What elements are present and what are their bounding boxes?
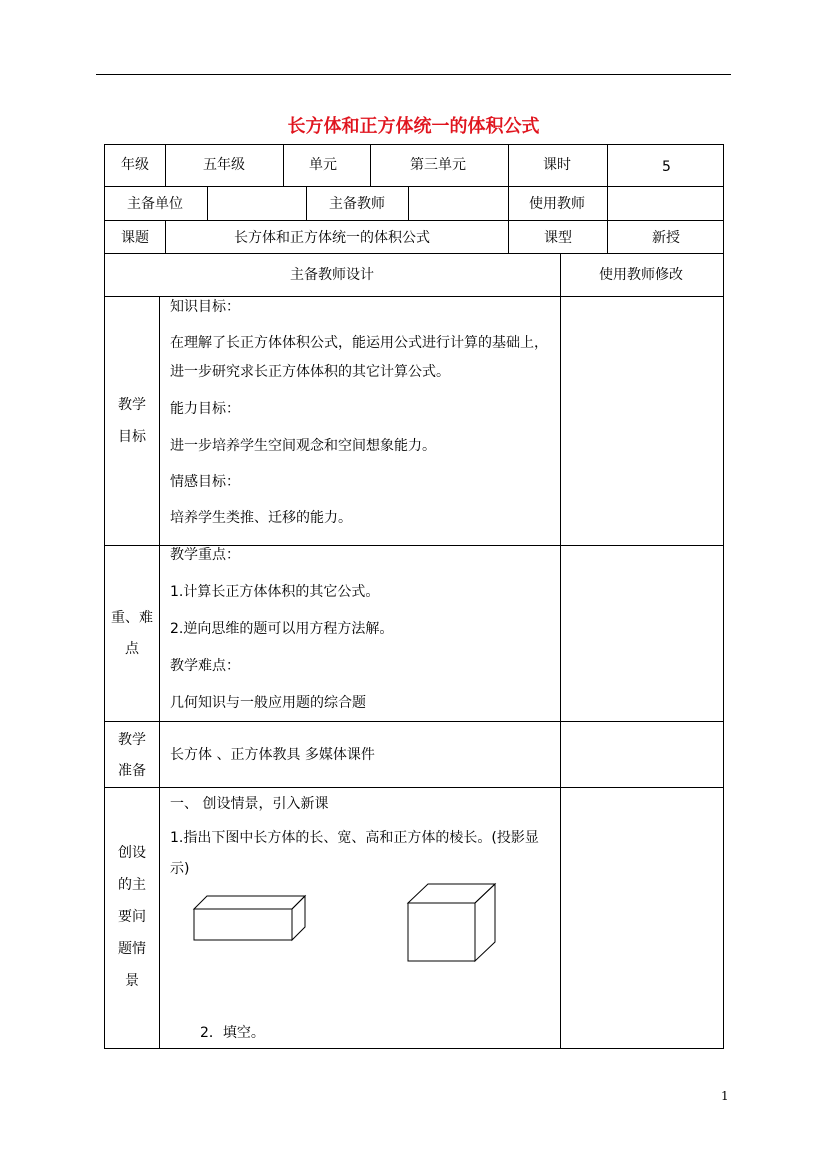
scenario-label-cell xyxy=(104,787,160,1049)
scenario-item-1-line-1: 1.指出下图中长方体的长、宽、高和正方体的棱长。(投影显 xyxy=(170,830,539,846)
grade-value: 五年级 xyxy=(203,157,245,173)
goals-label-line-2: 目标 xyxy=(118,429,146,445)
keypoints-label-cell xyxy=(104,545,160,722)
type-value: 新授 xyxy=(652,230,680,246)
key-item-2: 2.逆向思维的题可以用方程方法解。 xyxy=(170,621,394,637)
prep-modify-cell xyxy=(560,721,724,788)
period-label: 课时 xyxy=(543,157,571,173)
keypoints-modify-cell xyxy=(560,545,724,722)
scenario-item-1-line-2: 示) xyxy=(170,861,190,877)
keypoints-label-line-1: 重、难 xyxy=(111,610,153,626)
topic-label: 课题 xyxy=(121,230,149,246)
topic-value-cell xyxy=(165,220,509,254)
type-value-cell xyxy=(607,220,724,254)
scenario-label-line-4: 题情 xyxy=(118,941,146,957)
unit-value-cell xyxy=(370,144,509,187)
scenario-label-line-3: 要问 xyxy=(118,909,146,925)
prep-label-line-1: 教学 xyxy=(118,732,146,748)
emotion-heading: 情感目标： xyxy=(170,474,240,490)
prep-label-line-2: 准备 xyxy=(118,763,146,779)
cuboid-figure xyxy=(193,895,308,943)
key-heading: 教学重点： xyxy=(170,547,240,563)
ability-heading: 能力目标： xyxy=(170,401,240,417)
goals-label-cell xyxy=(104,296,160,546)
design-column-header xyxy=(104,253,561,297)
knowledge-line-1: 在理解了长正方体体积公式，能运用公式进行计算的基础上， xyxy=(170,335,548,351)
grade-label: 年级 xyxy=(121,157,149,173)
difficulty-text: 几何知识与一般应用题的综合题 xyxy=(170,695,366,711)
type-label-cell xyxy=(508,220,608,254)
scenario-label-line-2: 的主 xyxy=(118,877,146,893)
design-column-label: 主备教师设计 xyxy=(290,267,374,283)
modify-column-label: 使用教师修改 xyxy=(599,267,683,283)
key-item-1: 1.计算长正方体体积的其它公式。 xyxy=(170,584,380,600)
user-teacher-label: 使用教师 xyxy=(529,196,585,212)
keypoints-content-cell xyxy=(159,545,561,722)
user-teacher-value-cell xyxy=(607,186,724,221)
period-label-cell xyxy=(508,144,608,187)
scenario-label-line-1: 创设 xyxy=(118,845,146,861)
scenario-heading: 一、 创设情景，引入新课 xyxy=(170,796,329,812)
grade-value-cell xyxy=(165,144,284,187)
type-label: 课型 xyxy=(544,230,572,246)
unit-school-label-cell xyxy=(104,186,208,221)
goals-modify-cell xyxy=(560,296,724,546)
scenario-modify-cell xyxy=(560,787,724,1049)
knowledge-heading: 知识目标： xyxy=(170,299,240,315)
goals-label-line-1: 教学 xyxy=(118,397,146,413)
unit-label: 单元 xyxy=(309,157,337,173)
main-teacher-label-cell xyxy=(306,186,409,221)
scenario-item-2: 2．填空。 xyxy=(200,1025,265,1041)
header-rule xyxy=(96,74,731,75)
main-teacher-label: 主备教师 xyxy=(329,196,385,212)
main-teacher-value-cell xyxy=(408,186,509,221)
keypoints-label-line-2: 点 xyxy=(125,641,139,657)
prep-content-cell xyxy=(159,721,561,788)
page-number: 1 xyxy=(721,1089,729,1103)
cube-figure xyxy=(407,883,497,963)
ability-text: 进一步培养学生空间观念和空间想象能力。 xyxy=(170,438,436,454)
grade-label-cell xyxy=(104,144,166,187)
prep-label-cell xyxy=(104,721,160,788)
goals-content-cell xyxy=(159,296,561,546)
knowledge-line-2: 进一步研究求长正方体体积的其它计算公式。 xyxy=(170,364,450,380)
scenario-label-line-5: 景 xyxy=(125,973,139,989)
emotion-text: 培养学生类推、迁移的能力。 xyxy=(170,510,352,526)
user-teacher-label-cell xyxy=(508,186,608,221)
topic-value: 长方体和正方体统一的体积公式 xyxy=(234,230,430,246)
unit-value: 第三单元 xyxy=(410,157,466,173)
difficulty-heading: 教学难点： xyxy=(170,658,240,674)
prep-text: 长方体 、正方体教具 多媒体课件 xyxy=(170,747,375,763)
unit-school-value-cell xyxy=(207,186,307,221)
unit-label-cell xyxy=(283,144,371,187)
modify-column-header xyxy=(560,253,724,297)
topic-label-cell xyxy=(104,220,166,254)
period-value: 5 xyxy=(662,159,671,175)
page-title: 长方体和正方体统一的体积公式 xyxy=(287,116,540,137)
unit-school-label: 主备单位 xyxy=(127,196,183,212)
period-value-cell xyxy=(607,144,724,187)
